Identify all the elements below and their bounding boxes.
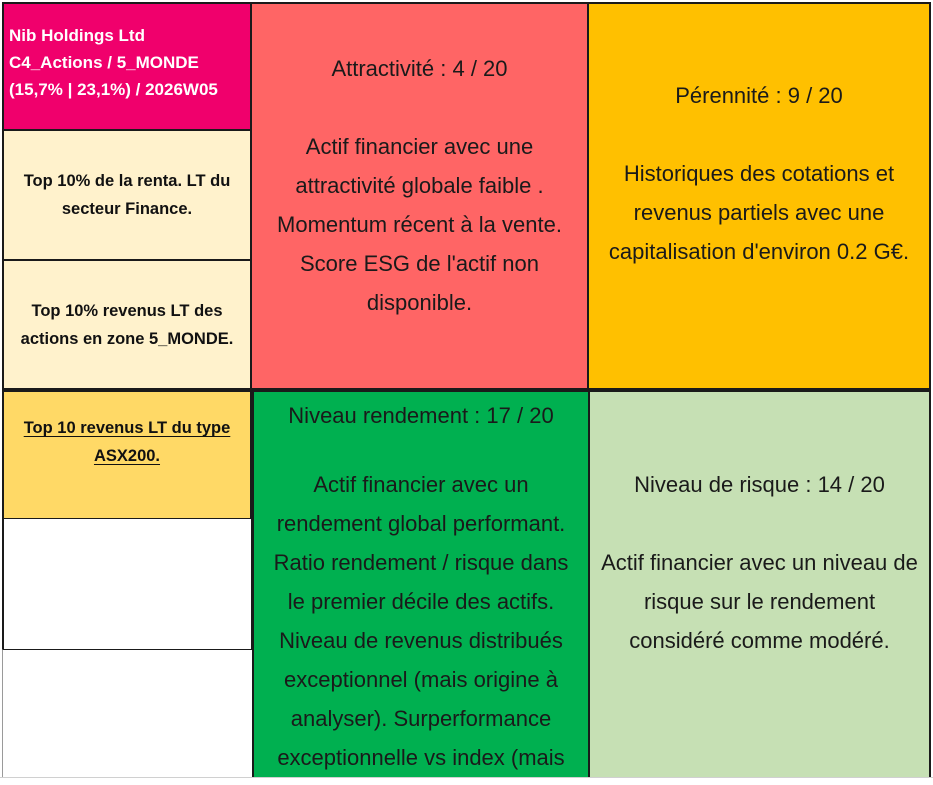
perennite-body: Historiques des cotations et revenus partiels avec une capitalisation d'environ 0.2 G€. <box>608 160 910 264</box>
empty-cell-2 <box>2 649 252 777</box>
asset-category: C4_Actions / 5_MONDE <box>9 53 199 72</box>
side-note-zone-text: Top 10% revenus LT des actions en zone 5_MONDE. <box>20 301 234 348</box>
side-note-sector <box>2 129 252 261</box>
side-note-index <box>2 390 252 520</box>
empty-cell-1 <box>2 518 252 650</box>
rendement-panel <box>252 390 588 777</box>
risque-panel <box>588 390 931 777</box>
perennite-panel <box>587 2 931 390</box>
side-note-zone <box>2 259 252 390</box>
risque-body: Actif financier avec un niveau de risque sur le rendement considéré comme modéré. <box>601 550 918 653</box>
bottom-rule <box>0 777 933 778</box>
asset-stats: (15,7% | 23,1%) / 2026W05 <box>9 80 218 99</box>
risque-title: Niveau de risque : 14 / 20 <box>634 472 885 497</box>
asset-header <box>2 2 252 131</box>
attractivite-title: Attractivité : 4 / 20 <box>331 55 508 81</box>
company-name: Nib Holdings Ltd <box>9 26 145 45</box>
side-note-index-text: Top 10 revenus LT du type ASX200. <box>23 419 231 465</box>
attractivite-body: Actif financier avec une attractivité globale faible . Momentum récent à la vente. Score ESG de l'actif non disponible. <box>277 133 562 315</box>
attractivite-panel <box>250 2 589 390</box>
side-note-sector-text: Top 10% de la renta. LT du secteur Finance. <box>23 172 231 218</box>
rendement-body: Actif financier avec un rendement global performant. Ratio rendement / risque dans le premier décile des actifs. Niveau de revenus distribués exceptionnel (mais origine à analyser). Surperformance exceptionnelle vs index (mais <box>273 472 569 770</box>
perennite-title: Pérennité : 9 / 20 <box>675 82 843 108</box>
rendement-title: Niveau rendement : 17 / 20 <box>288 403 554 428</box>
